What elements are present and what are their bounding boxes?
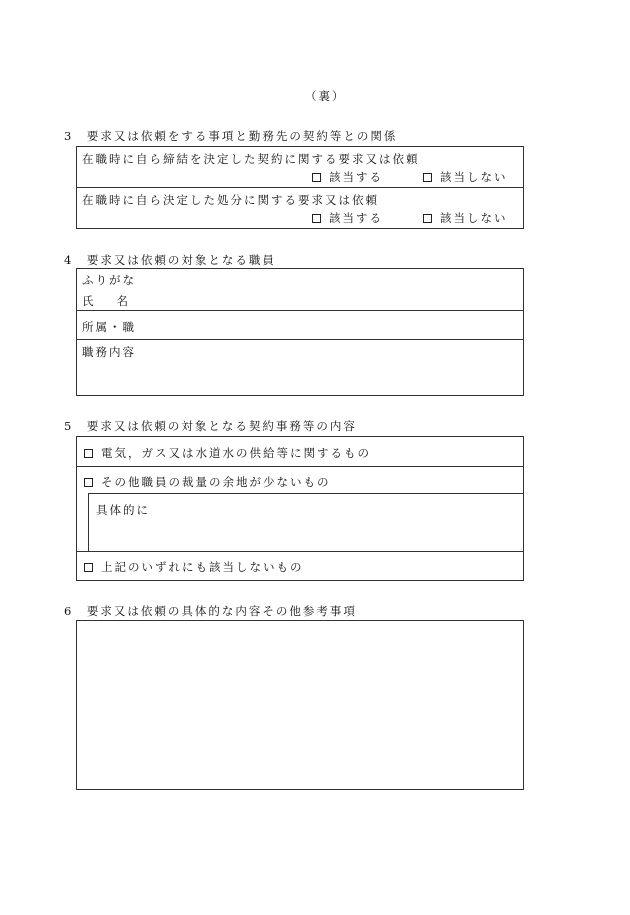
disposition-yes-option[interactable]: 該当する [312, 210, 383, 226]
utility-supply-option[interactable]: 電気，ガス又は水道水の供給等に関するもの [84, 445, 371, 461]
reference-details-field[interactable] [76, 620, 524, 790]
row-divider [77, 466, 523, 467]
none-applicable-option[interactable]: 上記のいずれにも該当しないもの [84, 559, 304, 575]
checkbox-icon[interactable] [423, 214, 432, 223]
checkbox-icon[interactable] [312, 173, 321, 182]
contract-decision-label: 在職時に自ら締結を決定した契約に関する要求又は依頼 [82, 152, 420, 166]
checkbox-icon[interactable] [423, 173, 432, 182]
section-4-table [76, 268, 524, 396]
section-3-table [76, 146, 524, 229]
disposition-decision-label: 在職時に自ら決定した処分に関する要求又は依頼 [82, 193, 379, 207]
duties-label: 職務内容 [82, 345, 136, 359]
checkbox-icon[interactable] [84, 449, 93, 458]
furigana-label: ふりがな [82, 273, 136, 287]
checkbox-icon[interactable] [312, 214, 321, 223]
section-4-heading: 4 要求又は依頼の対象となる職員 [64, 253, 276, 267]
section-3-heading: 3 要求又は依頼をする事項と勤務先の契約等との関係 [64, 129, 398, 143]
section-5-table [76, 436, 524, 581]
affiliation-label: 所属・職 [82, 320, 136, 334]
row-divider [77, 187, 523, 188]
contract-no-option[interactable]: 該当しない [423, 169, 508, 185]
checkbox-icon[interactable] [84, 478, 93, 487]
row-divider [77, 339, 523, 340]
section-6-heading: 6 要求又は依頼の具体的な内容その他参考事項 [64, 604, 357, 618]
row-divider [77, 310, 523, 311]
specific-box-top-border [88, 493, 523, 494]
section-5-heading: 5 要求又は依頼の対象となる契約事務等の内容 [64, 419, 357, 433]
name-label: 氏 名 [82, 294, 128, 308]
checkbox-icon[interactable] [84, 563, 93, 572]
disposition-no-option[interactable]: 該当しない [423, 210, 508, 226]
contract-yes-option[interactable]: 該当する [312, 169, 383, 185]
specific-label: 具体的に [96, 503, 150, 517]
low-discretion-option[interactable]: その他職員の裁量の余地が少ないもの [84, 474, 331, 490]
specific-box-left-border [88, 493, 89, 551]
page-title: （裏） [305, 89, 346, 103]
row-divider [77, 551, 523, 552]
